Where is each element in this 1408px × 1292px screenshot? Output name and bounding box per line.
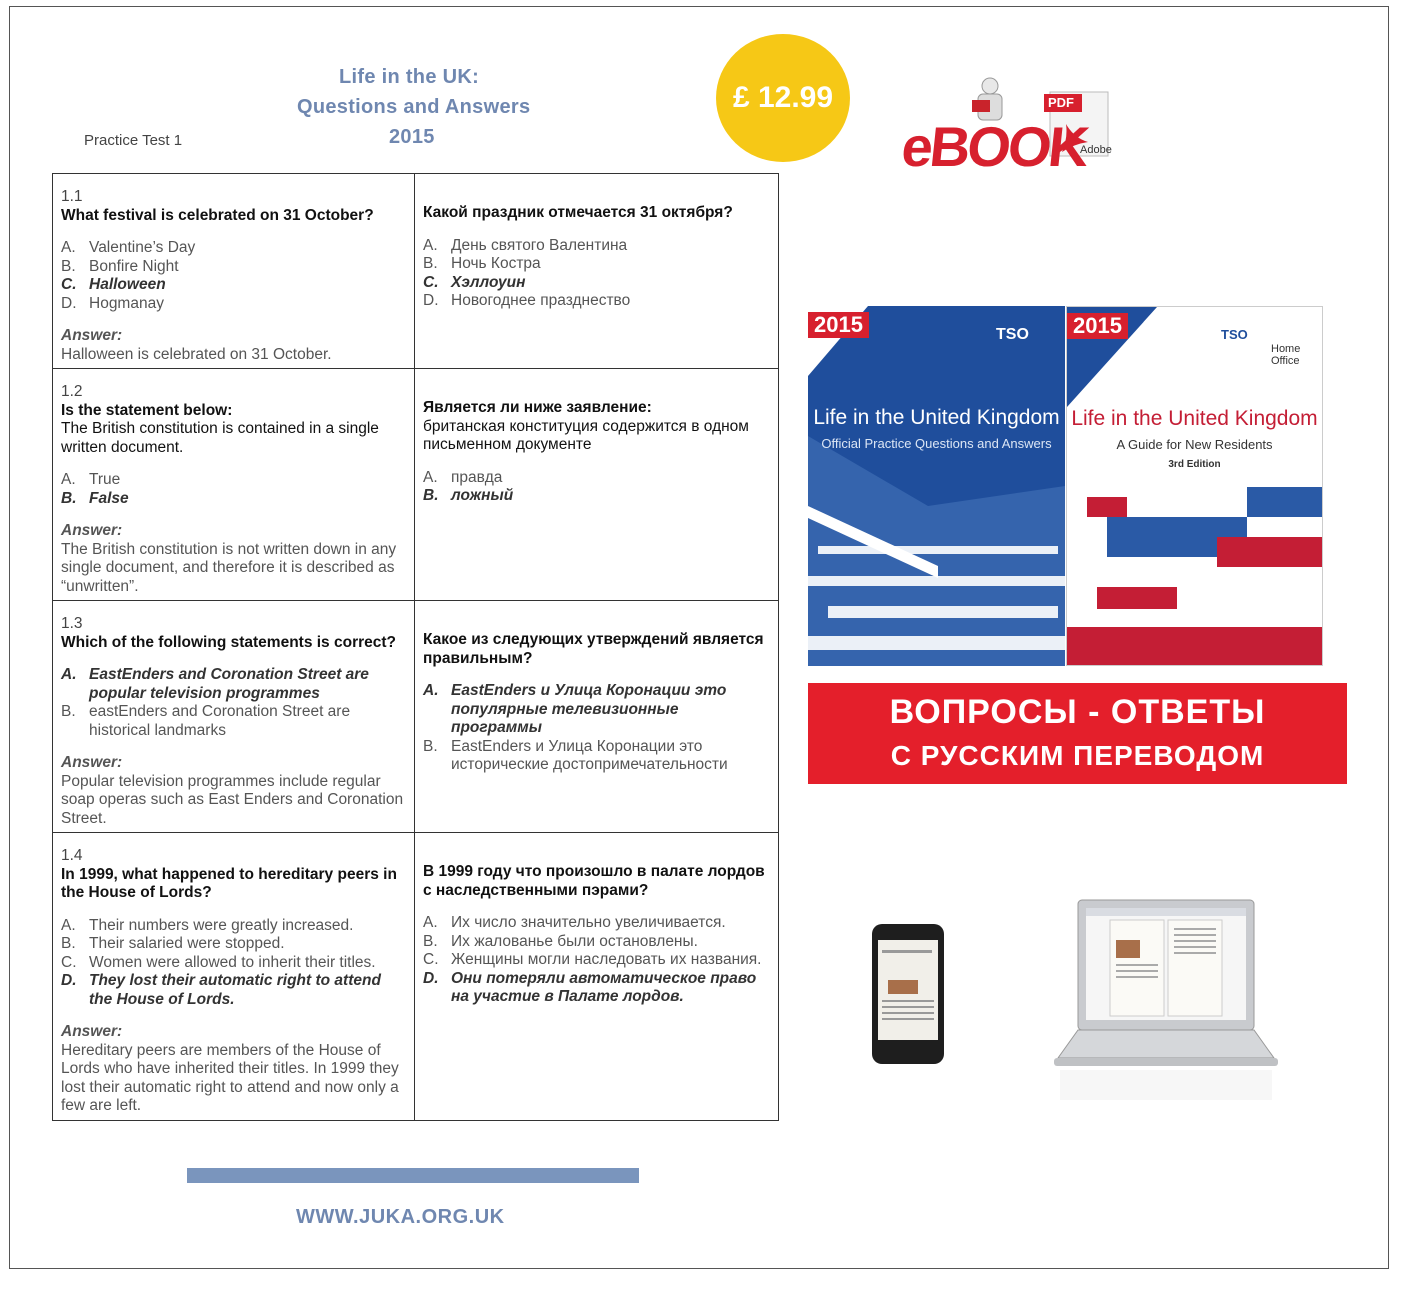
ebook-text: eBOOK xyxy=(898,115,1090,178)
answer-option xyxy=(423,738,770,775)
answer-option xyxy=(61,935,406,954)
question-text-ru: Какой праздник отмечается 31 октября? xyxy=(423,204,733,221)
option-letter: A. xyxy=(423,468,438,486)
question-cell-en xyxy=(53,833,415,1121)
option-letter: B. xyxy=(61,703,76,720)
option-letter: A. xyxy=(61,666,77,683)
option-text: Halloween xyxy=(89,276,166,293)
options-ru xyxy=(423,914,770,1007)
option-text: Ночь Костра xyxy=(451,255,541,272)
answer-option xyxy=(423,914,770,933)
footer-bar xyxy=(187,1168,639,1183)
book-edition: 3rd Edition xyxy=(1168,459,1221,470)
book-year: 2015 xyxy=(1067,313,1128,339)
option-letter: B. xyxy=(423,487,439,504)
option-text: Они потеряли автоматическое право на участие в Палате лордов. xyxy=(451,969,757,1005)
answer-option xyxy=(61,490,406,509)
option-text: правда xyxy=(451,468,503,486)
option-text: Hogmanay xyxy=(89,294,164,312)
option-text: Their numbers were greatly increased. xyxy=(89,916,354,934)
crowd-flag-graphic xyxy=(808,306,1065,666)
book-publisher: TSO xyxy=(996,326,1029,343)
question-row xyxy=(53,369,779,601)
option-text: Их число значительно увеличивается. xyxy=(451,914,726,931)
options-en xyxy=(61,666,406,740)
option-text: EastEnders и Улица Коронации это исторические достопримечательности xyxy=(451,737,728,773)
option-text: Their salaried were stopped. xyxy=(89,935,285,952)
answer-option xyxy=(423,951,770,970)
practice-test-label: Practice Test 1 xyxy=(84,132,183,149)
question-text-ru: Какое из следующих утверждений является правильным? xyxy=(423,631,764,667)
option-text: Women were allowed to inherit their titles. xyxy=(89,953,376,971)
question-number: 1.2 xyxy=(61,383,83,400)
answer-heading: Answer: xyxy=(61,327,123,344)
banner-line-2: С РУССКИМ ПЕРЕВОДОМ xyxy=(890,740,1265,771)
book-year: 2015 xyxy=(808,312,869,338)
book-subtitle: Official Practice Questions and Answers xyxy=(821,436,1052,451)
answer-option xyxy=(61,972,406,1009)
option-text: True xyxy=(89,471,121,488)
book-subtitle: A Guide for New Residents xyxy=(1116,437,1273,452)
option-text: EastEnders and Coronation Street are popular television programmes xyxy=(89,666,369,702)
answer-option xyxy=(61,471,406,490)
statement-en: The British constitution is contained in a single written document. xyxy=(61,420,379,456)
question-text-ru: Является ли ниже заявление: xyxy=(423,399,652,416)
book-home-office: Home Office xyxy=(1271,343,1301,367)
option-letter: C. xyxy=(423,951,439,968)
option-letter: D. xyxy=(61,972,77,989)
question-row xyxy=(53,174,779,369)
option-letter: A. xyxy=(423,914,438,931)
answer-option xyxy=(423,933,770,952)
title-line-2: Questions and Answers xyxy=(297,96,531,118)
options-ru xyxy=(423,682,770,775)
answer-text: Hereditary peers are members of the House of Lords who have inherited their titles. In 1999 they lost their automatic right to attend and now only a few are left. xyxy=(61,1041,399,1114)
option-letter: D. xyxy=(423,969,439,987)
option-letter: C. xyxy=(61,953,77,971)
answer-option xyxy=(423,255,770,274)
question-number: 1.3 xyxy=(61,615,83,632)
answer-option xyxy=(423,274,770,293)
laptop-icon xyxy=(1050,898,1282,1104)
question-text-en: Which of the following statements is correct? xyxy=(61,633,397,651)
question-number: 1.4 xyxy=(61,847,83,864)
title-line-1: Life in the UK: xyxy=(339,66,480,88)
option-letter: B. xyxy=(61,489,77,507)
ebook-logo xyxy=(898,76,1118,176)
option-letter: A. xyxy=(61,916,76,934)
answer-option xyxy=(61,666,406,703)
answer-option xyxy=(61,917,406,936)
options-ru xyxy=(423,469,770,506)
book-title: Life in the United Kingdom xyxy=(813,406,1060,429)
title-line-3: 2015 xyxy=(389,126,435,148)
pdf-label: PDF xyxy=(1048,95,1074,110)
option-text: Valentine’s Day xyxy=(89,239,196,256)
question-number: 1.1 xyxy=(61,188,83,205)
option-letter: B. xyxy=(61,935,76,952)
book-title: Life in the United Kingdom xyxy=(1071,407,1318,430)
option-text: Хэллоуин xyxy=(451,273,526,291)
adobe-label: Adobe xyxy=(1080,144,1112,156)
option-text: Их жалованье были остановлены. xyxy=(451,932,698,950)
answer-option xyxy=(423,970,770,1007)
questions-table xyxy=(52,173,779,1121)
options-ru xyxy=(423,237,770,311)
options-en xyxy=(61,917,406,1010)
answer-option xyxy=(423,292,770,311)
answer-option xyxy=(61,258,406,277)
question-cell-en xyxy=(53,369,415,601)
question-text-en: What festival is celebrated on 31 October? xyxy=(61,206,374,224)
answer-heading: Answer: xyxy=(61,522,123,539)
option-letter: B. xyxy=(61,257,76,275)
option-letter: A. xyxy=(423,236,438,254)
book-cover-guide xyxy=(1066,306,1323,666)
options-en xyxy=(61,239,406,313)
answer-option xyxy=(423,469,770,488)
question-cell-en xyxy=(53,601,415,833)
option-letter: A. xyxy=(61,471,76,488)
price-badge xyxy=(716,34,850,162)
answer-text: Halloween is celebrated on 31 October. xyxy=(61,345,332,363)
book-cover-practice xyxy=(808,306,1065,666)
question-cell-ru xyxy=(415,369,779,601)
option-text: Bonfire Night xyxy=(89,257,179,275)
question-text-en: Is the statement below: xyxy=(61,401,233,419)
option-text: Новогоднее празднество xyxy=(451,292,631,309)
answer-text: The British constitution is not written down in any single document, and therefore it is described as “unwritten”. xyxy=(61,540,397,595)
footer-url-link[interactable]: WWW.JUKA.ORG.UK xyxy=(296,1206,505,1228)
question-cell-ru xyxy=(415,833,779,1121)
banner-line-1: ВОПРОСЫ - ОТВЕТЫ xyxy=(889,693,1266,731)
option-letter: D. xyxy=(423,292,439,309)
question-cell-ru xyxy=(415,601,779,833)
option-letter: C. xyxy=(61,276,77,293)
statement-ru: британская конституция содержится в одном письменном документе xyxy=(423,417,749,453)
option-text: ложный xyxy=(451,487,514,504)
answer-option xyxy=(423,487,770,506)
option-text: False xyxy=(89,489,129,507)
answer-text: Popular television programmes include regular soap operas such as East Enders and Coronation Street. xyxy=(61,772,404,827)
option-letter: A. xyxy=(61,239,76,256)
russian-translation-banner xyxy=(808,683,1347,784)
book-publisher: TSO xyxy=(1221,327,1248,342)
answer-option xyxy=(61,295,406,314)
answer-option xyxy=(61,276,406,295)
option-letter: C. xyxy=(423,273,439,291)
question-row xyxy=(53,601,779,833)
answer-heading: Answer: xyxy=(61,1023,123,1040)
answer-option xyxy=(61,239,406,258)
option-text: День святого Валентина xyxy=(451,236,628,254)
option-letter: B. xyxy=(423,737,438,755)
option-text: Женщины могли наследовать их названия. xyxy=(451,951,762,968)
option-letter: D. xyxy=(61,294,77,312)
option-text: EastEnders и Улица Коронации это популярные телевизионные программы xyxy=(451,682,727,736)
option-letter: B. xyxy=(423,255,438,272)
answer-option xyxy=(61,954,406,973)
smartphone-icon xyxy=(868,920,948,1070)
answer-option xyxy=(423,237,770,256)
question-cell-ru xyxy=(415,174,779,369)
question-cell-en xyxy=(53,174,415,369)
answer-option xyxy=(61,703,406,740)
options-en xyxy=(61,471,406,508)
question-row xyxy=(53,833,779,1121)
option-text: eastEnders and Coronation Street are historical landmarks xyxy=(89,703,351,739)
question-text-ru: В 1999 году что произошло в палате лордов с наследственными пэрами? xyxy=(423,863,765,899)
question-text-en: In 1999, what happened to hereditary peers in the House of Lords? xyxy=(61,865,397,901)
option-letter: B. xyxy=(423,932,438,950)
option-letter: A. xyxy=(423,682,439,699)
option-text: They lost their automatic right to attend the House of Lords. xyxy=(89,972,381,1008)
answer-option xyxy=(423,682,770,738)
answer-heading: Answer: xyxy=(61,754,123,771)
price-text: £ 12.99 xyxy=(732,81,834,114)
